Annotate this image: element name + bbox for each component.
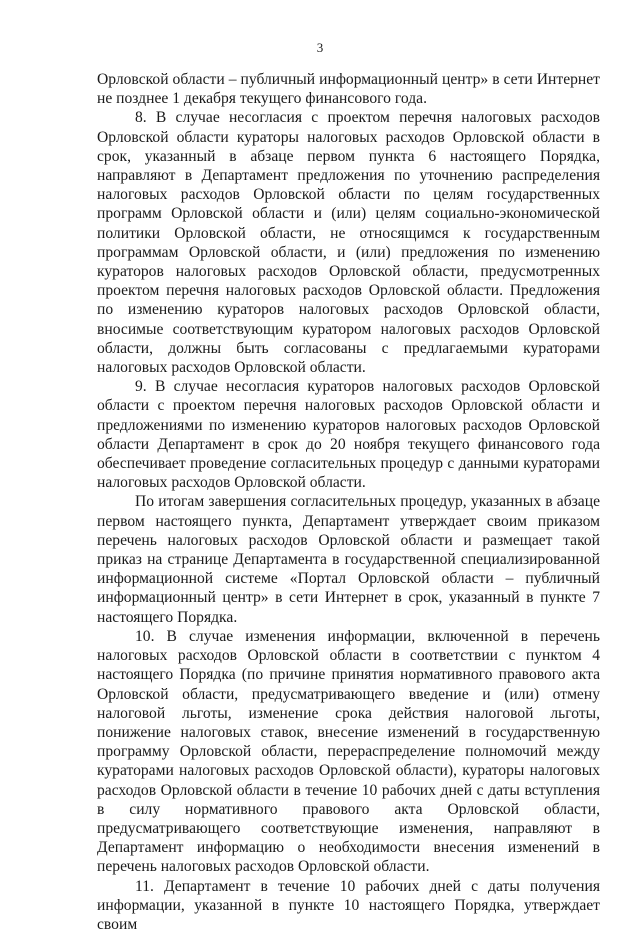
paragraph-continuation: Орловской области – публичный информационный центр» в сети Интернет не позднее 1 декабря текущего финансового года. <box>97 71 600 108</box>
paragraph-item-10: 10. В случае изменения информации, включенной в перечень налоговых расходов Орловской области в соответствии с пунктом 4 настоящего Порядка (по причине принятия нормативного правового акта Орловской области, предусматривающего введение и (или) отмену налоговой льготы, изменение срока действия налоговой льготы, понижение налоговых ставок, внесение изменений в государственную программу Орловской области, перераспределение полномочий между кураторами налоговых расходов Орловской области), кураторы налоговых расходов Орловской области в течение 10 рабочих дней с даты вступления в силу нормативного правового акта Орловской области, предусматривающего соответствующие изменения, направляют в Департамент информацию о необходимости внесения изменений в перечень налоговых расходов Орловской области. <box>97 627 600 876</box>
paragraph-item-8: 8. В случае несогласия с проектом перечня налоговых расходов Орловской области кураторы налоговых расходов Орловской области в срок, указанный в абзаце первом пункта 6 настоящего Порядка, направляют в Департамент предложения по уточнению распределения налоговых расходов Орловской области по целям государственных программ Орловской области и (или) целям социально-экономической политики Орловской области, не относящимся к государственным программам Орловской области, и (или) предложения по изменению кураторов налоговых расходов Орловской области, предусмотренных проектом перечня налоговых расходов Орловской области. Предложения по изменению кураторов налоговых расходов Орловской области, вносимые соответствующим куратором налоговых расходов Орловской области, должны быть согласованы с предлагаемыми кураторами налоговых расходов Орловской области. <box>97 109 600 377</box>
paragraph-item-9: 9. В случае несогласия кураторов налоговых расходов Орловской области с проектом перечня налоговых расходов Орловской области и предложениями по изменению кураторов налоговых расходов Орловской области Департамент в срок до 20 ноября текущего финансового года обеспечивает проведение согласительных процедур с данными кураторами налоговых расходов Орловской области. <box>97 378 600 492</box>
page-number: 3 <box>316 40 324 55</box>
document-body <box>97 70 600 934</box>
paragraph-item-11: 11. Департамент в течение 10 рабочих дней с даты получения информации, указанной в пункте 10 настоящего Порядка, утверждает своим <box>97 877 600 933</box>
paragraph-item-9-results: По итогам завершения согласительных процедур, указанных в абзаце первом настоящего пункта, Департамент утверждает своим приказом перечень налоговых расходов Орловской области и размещает такой приказ на странице Департамента в государственной специализированной информационной системе «Портал Орловской области – публичный информационный центр» в сети Интернет в срок, указанный в пункте 7 настоящего Порядка. <box>97 493 600 626</box>
